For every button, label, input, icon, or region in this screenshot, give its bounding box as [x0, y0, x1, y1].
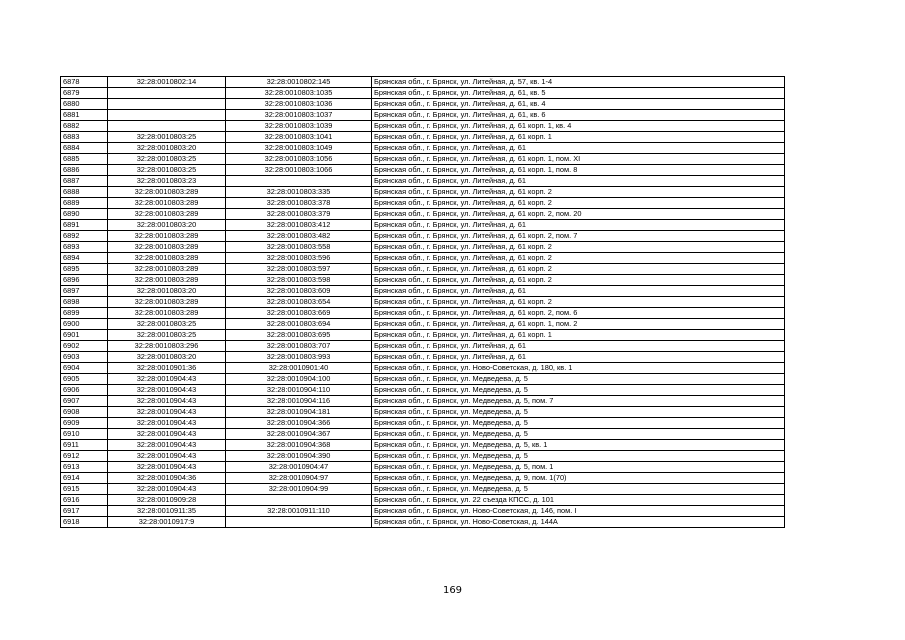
- address-cell: Брянская обл., г. Брянск, ул. Литейная, д. 61, кв. 5: [372, 88, 785, 99]
- table-row: [61, 110, 785, 121]
- cadastral-number-cell: 32:28:0010803:695: [226, 330, 372, 341]
- address-cell: Брянская обл., г. Брянск, ул. Литейная, д. 61, кв. 6: [372, 110, 785, 121]
- cadastral-number-cell: 32:28:0010901:40: [226, 363, 372, 374]
- cadastral-number-cell: 32:28:0010803:609: [226, 286, 372, 297]
- address-cell: Брянская обл., г. Брянск, ул. Медведева, д. 5, кв. 1: [372, 440, 785, 451]
- address-cell: Брянская обл., г. Брянск, ул. Медведева, д. 5, пом. 1: [372, 462, 785, 473]
- row-number-cell: 6882: [61, 121, 108, 132]
- cadastral-number-cell: 32:28:0010803:1039: [226, 121, 372, 132]
- cadastral-number-cell: 32:28:0010904:116: [226, 396, 372, 407]
- cadastral-number-cell: 32:28:0010803:1041: [226, 132, 372, 143]
- land-plot-number-cell: 32:28:0010909:28: [108, 495, 226, 506]
- cadastral-number-cell: 32:28:0010911:110: [226, 506, 372, 517]
- table-row: [61, 440, 785, 451]
- table-row: [61, 253, 785, 264]
- row-number-cell: 6917: [61, 506, 108, 517]
- cadastral-number-cell: 32:28:0010904:97: [226, 473, 372, 484]
- address-cell: Брянская обл., г. Брянск, ул. Литейная, д. 61 корп. 2: [372, 264, 785, 275]
- address-cell: Брянская обл., г. Брянск, ул. Литейная, д. 61 корп. 1, пом. 2: [372, 319, 785, 330]
- cadastral-number-cell: 32:28:0010803:482: [226, 231, 372, 242]
- table-row: [61, 396, 785, 407]
- cadastral-number-cell: 32:28:0010904:368: [226, 440, 372, 451]
- table-row: [61, 209, 785, 220]
- table-row: [61, 165, 785, 176]
- cadastral-number-cell: 32:28:0010904:47: [226, 462, 372, 473]
- address-cell: Брянская обл., г. Брянск, ул. Литейная, д. 61 корп. 2, пом. 20: [372, 209, 785, 220]
- land-plot-number-cell: 32:28:0010904:43: [108, 429, 226, 440]
- land-plot-number-cell: 32:28:0010911:35: [108, 506, 226, 517]
- table-row: [61, 286, 785, 297]
- land-plot-number-cell: 32:28:0010904:43: [108, 374, 226, 385]
- land-plot-number-cell: 32:28:0010803:289: [108, 275, 226, 286]
- address-cell: Брянская обл., г. Брянск, ул. Литейная, д. 61: [372, 176, 785, 187]
- row-number-cell: 6911: [61, 440, 108, 451]
- land-plot-number-cell: 32:28:0010803:25: [108, 330, 226, 341]
- address-cell: Брянская обл., г. Брянск, ул. Литейная, д. 57, кв. 1-4: [372, 77, 785, 88]
- cadastral-number-cell: 32:28:0010803:335: [226, 187, 372, 198]
- land-plot-number-cell: 32:28:0010803:296: [108, 341, 226, 352]
- row-number-cell: 6879: [61, 88, 108, 99]
- row-number-cell: 6905: [61, 374, 108, 385]
- row-number-cell: 6897: [61, 286, 108, 297]
- row-number-cell: 6914: [61, 473, 108, 484]
- cadastral-number-cell: 32:28:0010802:145: [226, 77, 372, 88]
- cadastral-number-cell: 32:28:0010803:1036: [226, 99, 372, 110]
- address-cell: Брянская обл., г. Брянск, ул. Литейная, д. 61 корп. 1, пом. XI: [372, 154, 785, 165]
- land-plot-number-cell: 32:28:0010901:36: [108, 363, 226, 374]
- land-plot-number-cell: 32:28:0010803:25: [108, 319, 226, 330]
- land-plot-number-cell: [108, 121, 226, 132]
- table-row: [61, 187, 785, 198]
- row-number-cell: 6878: [61, 77, 108, 88]
- row-number-cell: 6908: [61, 407, 108, 418]
- row-number-cell: 6883: [61, 132, 108, 143]
- cadastral-number-cell: 32:28:0010803:598: [226, 275, 372, 286]
- land-plot-number-cell: 32:28:0010803:25: [108, 154, 226, 165]
- land-plot-number-cell: 32:28:0010803:20: [108, 143, 226, 154]
- land-plot-number-cell: [108, 88, 226, 99]
- table-row: [61, 363, 785, 374]
- table-row: [61, 341, 785, 352]
- land-plot-number-cell: 32:28:0010803:23: [108, 176, 226, 187]
- cadastral-number-cell: 32:28:0010904:110: [226, 385, 372, 396]
- table-row: [61, 77, 785, 88]
- cadastral-number-cell: 32:28:0010904:366: [226, 418, 372, 429]
- table-row: [61, 231, 785, 242]
- table-row: [61, 462, 785, 473]
- address-cell: Брянская обл., г. Брянск, ул. Литейная, д. 61 корп. 2, пом. 7: [372, 231, 785, 242]
- table-row: [61, 473, 785, 484]
- address-cell: Брянская обл., г. Брянск, ул. Литейная, д. 61 корп. 2: [372, 198, 785, 209]
- table-row: [61, 132, 785, 143]
- land-plot-number-cell: 32:28:0010904:43: [108, 451, 226, 462]
- row-number-cell: 6901: [61, 330, 108, 341]
- table-row: [61, 495, 785, 506]
- address-cell: Брянская обл., г. Брянск, ул. Литейная, д. 61: [372, 352, 785, 363]
- cadastral-number-cell: 32:28:0010803:1035: [226, 88, 372, 99]
- address-cell: Брянская обл., г. Брянск, ул. Медведева, д. 5: [372, 484, 785, 495]
- row-number-cell: 6915: [61, 484, 108, 495]
- row-number-cell: 6907: [61, 396, 108, 407]
- table-row: [61, 198, 785, 209]
- table-row: [61, 418, 785, 429]
- land-plot-number-cell: 32:28:0010803:20: [108, 352, 226, 363]
- row-number-cell: 6902: [61, 341, 108, 352]
- table-row: [61, 242, 785, 253]
- table-row: [61, 407, 785, 418]
- cadastral-number-cell: 32:28:0010904:181: [226, 407, 372, 418]
- address-cell: Брянская обл., г. Брянск, ул. Медведева, д. 5: [372, 451, 785, 462]
- row-number-cell: 6886: [61, 165, 108, 176]
- registry-table-body: [61, 77, 785, 528]
- address-cell: Брянская обл., г. Брянск, ул. Литейная, д. 61 корп. 2: [372, 297, 785, 308]
- table-row: [61, 99, 785, 110]
- row-number-cell: 6906: [61, 385, 108, 396]
- land-plot-number-cell: 32:28:0010904:43: [108, 396, 226, 407]
- address-cell: Брянская обл., г. Брянск, ул. Литейная, д. 61: [372, 220, 785, 231]
- table-row: [61, 429, 785, 440]
- address-cell: Брянская обл., г. Брянск, ул. Медведева, д. 5: [372, 374, 785, 385]
- table-row: [61, 352, 785, 363]
- cadastral-number-cell: 32:28:0010803:379: [226, 209, 372, 220]
- table-row: [61, 385, 785, 396]
- table-row: [61, 176, 785, 187]
- address-cell: Брянская обл., г. Брянск, ул. Литейная, д. 61: [372, 341, 785, 352]
- row-number-cell: 6910: [61, 429, 108, 440]
- row-number-cell: 6880: [61, 99, 108, 110]
- table-row: [61, 330, 785, 341]
- land-plot-number-cell: 32:28:0010803:289: [108, 187, 226, 198]
- cadastral-number-cell: 32:28:0010803:669: [226, 308, 372, 319]
- cadastral-number-cell: 32:28:0010904:367: [226, 429, 372, 440]
- cadastral-number-cell: 32:28:0010803:694: [226, 319, 372, 330]
- land-plot-number-cell: 32:28:0010904:36: [108, 473, 226, 484]
- row-number-cell: 6909: [61, 418, 108, 429]
- land-plot-number-cell: [108, 99, 226, 110]
- land-plot-number-cell: 32:28:0010917:9: [108, 517, 226, 528]
- address-cell: Брянская обл., г. Брянск, ул. Медведева, д. 5: [372, 385, 785, 396]
- cadastral-number-cell: 32:28:0010803:707: [226, 341, 372, 352]
- row-number-cell: 6885: [61, 154, 108, 165]
- row-number-cell: 6916: [61, 495, 108, 506]
- table-row: [61, 451, 785, 462]
- cadastral-number-cell: 32:28:0010803:1066: [226, 165, 372, 176]
- table-row: [61, 121, 785, 132]
- address-cell: Брянская обл., г. Брянск, ул. Литейная, д. 61 корп. 2: [372, 275, 785, 286]
- table-row: [61, 154, 785, 165]
- address-cell: Брянская обл., г. Брянск, ул. Литейная, д. 61 корп. 2: [372, 187, 785, 198]
- table-row: [61, 275, 785, 286]
- land-plot-number-cell: 32:28:0010904:43: [108, 385, 226, 396]
- cadastral-number-cell: 32:28:0010904:99: [226, 484, 372, 495]
- land-plot-number-cell: [108, 110, 226, 121]
- table-row: [61, 374, 785, 385]
- address-cell: Брянская обл., г. Брянск, ул. Ново-Советская, д. 146, пом. I: [372, 506, 785, 517]
- row-number-cell: 6900: [61, 319, 108, 330]
- cadastral-number-cell: 32:28:0010904:390: [226, 451, 372, 462]
- row-number-cell: 6888: [61, 187, 108, 198]
- row-number-cell: 6894: [61, 253, 108, 264]
- row-number-cell: 6892: [61, 231, 108, 242]
- land-plot-number-cell: 32:28:0010803:20: [108, 286, 226, 297]
- address-cell: Брянская обл., г. Брянск, ул. Медведева, д. 5, пом. 7: [372, 396, 785, 407]
- address-cell: Брянская обл., г. Брянск, ул. Литейная, д. 61 корп. 2: [372, 253, 785, 264]
- address-cell: Брянская обл., г. Брянск, ул. Медведева, д. 5: [372, 429, 785, 440]
- address-cell: Брянская обл., г. Брянск, ул. Литейная, д. 61 корп. 2: [372, 242, 785, 253]
- land-plot-number-cell: 32:28:0010803:289: [108, 253, 226, 264]
- row-number-cell: 6904: [61, 363, 108, 374]
- land-plot-number-cell: 32:28:0010803:289: [108, 242, 226, 253]
- table-row: [61, 264, 785, 275]
- land-plot-number-cell: 32:28:0010803:289: [108, 264, 226, 275]
- row-number-cell: 6903: [61, 352, 108, 363]
- land-plot-number-cell: 32:28:0010803:20: [108, 220, 226, 231]
- cadastral-number-cell: [226, 495, 372, 506]
- row-number-cell: 6891: [61, 220, 108, 231]
- cadastral-number-cell: 32:28:0010803:596: [226, 253, 372, 264]
- address-cell: Брянская обл., г. Брянск, ул. Литейная, д. 61 корп. 1: [372, 132, 785, 143]
- cadastral-number-cell: [226, 517, 372, 528]
- table-row: [61, 506, 785, 517]
- cadastral-number-cell: 32:28:0010803:597: [226, 264, 372, 275]
- cadastral-number-cell: 32:28:0010803:1056: [226, 154, 372, 165]
- address-cell: Брянская обл., г. Брянск, ул. Литейная, д. 61: [372, 143, 785, 154]
- land-plot-number-cell: 32:28:0010904:43: [108, 440, 226, 451]
- land-plot-number-cell: 32:28:0010904:43: [108, 484, 226, 495]
- row-number-cell: 6890: [61, 209, 108, 220]
- row-number-cell: 6895: [61, 264, 108, 275]
- table-row: [61, 143, 785, 154]
- row-number-cell: 6898: [61, 297, 108, 308]
- address-cell: Брянская обл., г. Брянск, ул. Ново-Советская, д. 144А: [372, 517, 785, 528]
- cadastral-number-cell: 32:28:0010803:993: [226, 352, 372, 363]
- land-plot-number-cell: 32:28:0010803:289: [108, 308, 226, 319]
- table-row: [61, 319, 785, 330]
- address-cell: Брянская обл., г. Брянск, ул. Литейная, д. 61 корп. 1: [372, 330, 785, 341]
- row-number-cell: 6887: [61, 176, 108, 187]
- row-number-cell: 6881: [61, 110, 108, 121]
- land-plot-number-cell: 32:28:0010803:289: [108, 198, 226, 209]
- cadastral-number-cell: [226, 176, 372, 187]
- address-cell: Брянская обл., г. Брянск, ул. Литейная, д. 61: [372, 286, 785, 297]
- land-plot-number-cell: 32:28:0010803:289: [108, 231, 226, 242]
- cadastral-number-cell: 32:28:0010803:378: [226, 198, 372, 209]
- land-plot-number-cell: 32:28:0010904:43: [108, 462, 226, 473]
- cadastral-number-cell: 32:28:0010803:654: [226, 297, 372, 308]
- address-cell: Брянская обл., г. Брянск, ул. Медведева, д. 5: [372, 407, 785, 418]
- address-cell: Брянская обл., г. Брянск, ул. Литейная, д. 61, кв. 4: [372, 99, 785, 110]
- row-number-cell: 6889: [61, 198, 108, 209]
- address-cell: Брянская обл., г. Брянск, ул. Ново-Советская, д. 180, кв. 1: [372, 363, 785, 374]
- table-row: [61, 308, 785, 319]
- row-number-cell: 6918: [61, 517, 108, 528]
- land-plot-number-cell: 32:28:0010803:289: [108, 209, 226, 220]
- address-cell: Брянская обл., г. Брянск, ул. Литейная, д. 61 корп. 2, пом. 6: [372, 308, 785, 319]
- land-plot-number-cell: 32:28:0010802:14: [108, 77, 226, 88]
- cadastral-number-cell: 32:28:0010803:1049: [226, 143, 372, 154]
- table-row: [61, 517, 785, 528]
- land-plot-number-cell: 32:28:0010803:289: [108, 297, 226, 308]
- row-number-cell: 6896: [61, 275, 108, 286]
- row-number-cell: 6912: [61, 451, 108, 462]
- address-cell: Брянская обл., г. Брянск, ул. Медведева, д. 9, пом. 1(70): [372, 473, 785, 484]
- row-number-cell: 6893: [61, 242, 108, 253]
- page-number: 169: [442, 585, 463, 596]
- row-number-cell: 6899: [61, 308, 108, 319]
- table-row: [61, 297, 785, 308]
- row-number-cell: 6884: [61, 143, 108, 154]
- cadastral-number-cell: 32:28:0010803:558: [226, 242, 372, 253]
- address-cell: Брянская обл., г. Брянск, ул. Медведева, д. 5: [372, 418, 785, 429]
- address-cell: Брянская обл., г. Брянск, ул. 22 съезда КПСС, д. 101: [372, 495, 785, 506]
- land-plot-number-cell: 32:28:0010904:43: [108, 407, 226, 418]
- table-row: [61, 484, 785, 495]
- address-cell: Брянская обл., г. Брянск, ул. Литейная, д. 61 корп. 1, кв. 4: [372, 121, 785, 132]
- address-cell: Брянская обл., г. Брянск, ул. Литейная, д. 61 корп. 1, пом. 8: [372, 165, 785, 176]
- registry-table: [60, 76, 785, 528]
- land-plot-number-cell: 32:28:0010803:25: [108, 132, 226, 143]
- land-plot-number-cell: 32:28:0010803:25: [108, 165, 226, 176]
- cadastral-number-cell: 32:28:0010803:1037: [226, 110, 372, 121]
- land-plot-number-cell: 32:28:0010904:43: [108, 418, 226, 429]
- cadastral-number-cell: 32:28:0010904:100: [226, 374, 372, 385]
- table-row: [61, 88, 785, 99]
- table-row: [61, 220, 785, 231]
- row-number-cell: 6913: [61, 462, 108, 473]
- cadastral-number-cell: 32:28:0010803:412: [226, 220, 372, 231]
